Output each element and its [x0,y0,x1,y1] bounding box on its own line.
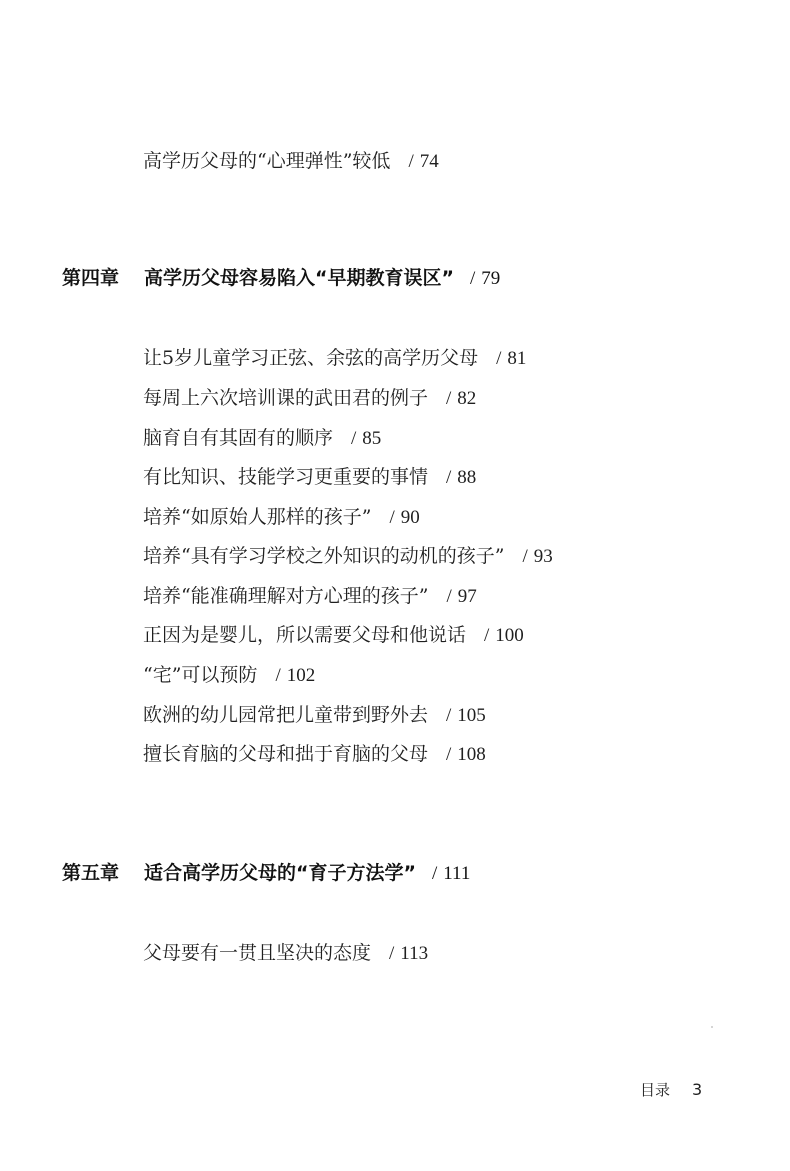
entry-page-number: 102 [286,665,316,686]
entry-title: 父母要有一贯且坚决的态度 [143,942,372,964]
chapter-heading-4 [62,265,500,292]
footer-page-number: 3 [692,1080,703,1099]
toc-entry [143,543,553,570]
entry-page-number: 90 [400,507,420,528]
toc-entry [143,702,486,729]
entry-title: 有比知识、技能学习更重要的事情 [143,466,429,488]
toc-entry [143,583,477,610]
entry-title: 擅长育脑的父母和拙于育脑的父母 [143,743,429,765]
entry-title: 每周上六次培训课的武田君的例子 [143,387,429,409]
toc-entry [143,148,439,175]
entry-title: 培养“具有学习学校之外知识的动机的孩子” [143,545,505,567]
entry-page-number: 85 [362,428,382,449]
scan-speck [711,1026,713,1028]
toc-entry [143,425,381,452]
entry-page-number: 82 [457,388,477,409]
chapter-separator: / [431,863,438,884]
toc-entry [143,741,486,768]
toc-entry [143,662,315,689]
toc-entry [143,345,526,372]
entry-title: 欧洲的幼儿园常把儿童带到野外去 [143,704,429,726]
entry-title: 培养“如原始人那样的孩子” [143,506,372,528]
entry-separator: / [446,388,452,409]
entry-separator: / [389,943,395,964]
chapter-title: 适合高学历父母的“育子方法学” [144,862,416,884]
entry-page-number: 93 [533,546,553,567]
chapter-title: 高学历父母容易陷入“早期教育误区” [144,267,454,289]
entry-separator: / [408,151,414,172]
entry-title: 高学历父母的“心理弹性”较低 [143,150,391,172]
entry-separator: / [484,625,490,646]
toc-entry [143,940,428,967]
toc-entry [143,464,476,491]
entry-separator: / [389,507,395,528]
chapter-label: 第五章 [62,862,120,884]
toc-entry [143,504,420,531]
footer-section-label: 目录 [640,1081,671,1099]
page-footer [640,1080,702,1100]
entry-separator: / [496,348,502,369]
entry-separator: / [446,705,452,726]
entry-page-number: 74 [419,151,439,172]
entry-title: 正因为是婴儿，所以需要父母和他说话 [143,624,467,646]
toc-entry [143,385,476,412]
chapter-label: 第四章 [62,267,120,289]
chapter-separator: / [469,268,476,289]
toc-entry [143,622,524,649]
entry-separator: / [446,744,452,765]
chapter-heading-5 [62,860,470,887]
entry-page-number: 105 [457,705,486,726]
entry-page-number: 113 [400,943,429,964]
entry-separator: / [275,665,281,686]
entry-page-number: 97 [457,586,477,607]
entry-page-number: 108 [457,744,486,765]
entry-separator: / [446,467,452,488]
entry-separator: / [351,428,357,449]
chapter-page-number: 111 [443,863,471,884]
entry-title: 脑育自有其固有的顺序 [143,427,334,449]
entry-separator: / [446,586,452,607]
entry-title: 培养“能准确理解对方心理的孩子” [143,585,429,607]
entry-title: “宅”可以预防 [143,664,258,686]
entry-page-number: 88 [457,467,477,488]
entry-page-number: 81 [507,348,527,369]
entry-page-number: 100 [495,625,524,646]
entry-separator: / [522,546,528,567]
entry-title: 让5岁儿童学习正弦、余弦的高学历父母 [143,347,479,369]
chapter-page-number: 79 [481,268,501,289]
